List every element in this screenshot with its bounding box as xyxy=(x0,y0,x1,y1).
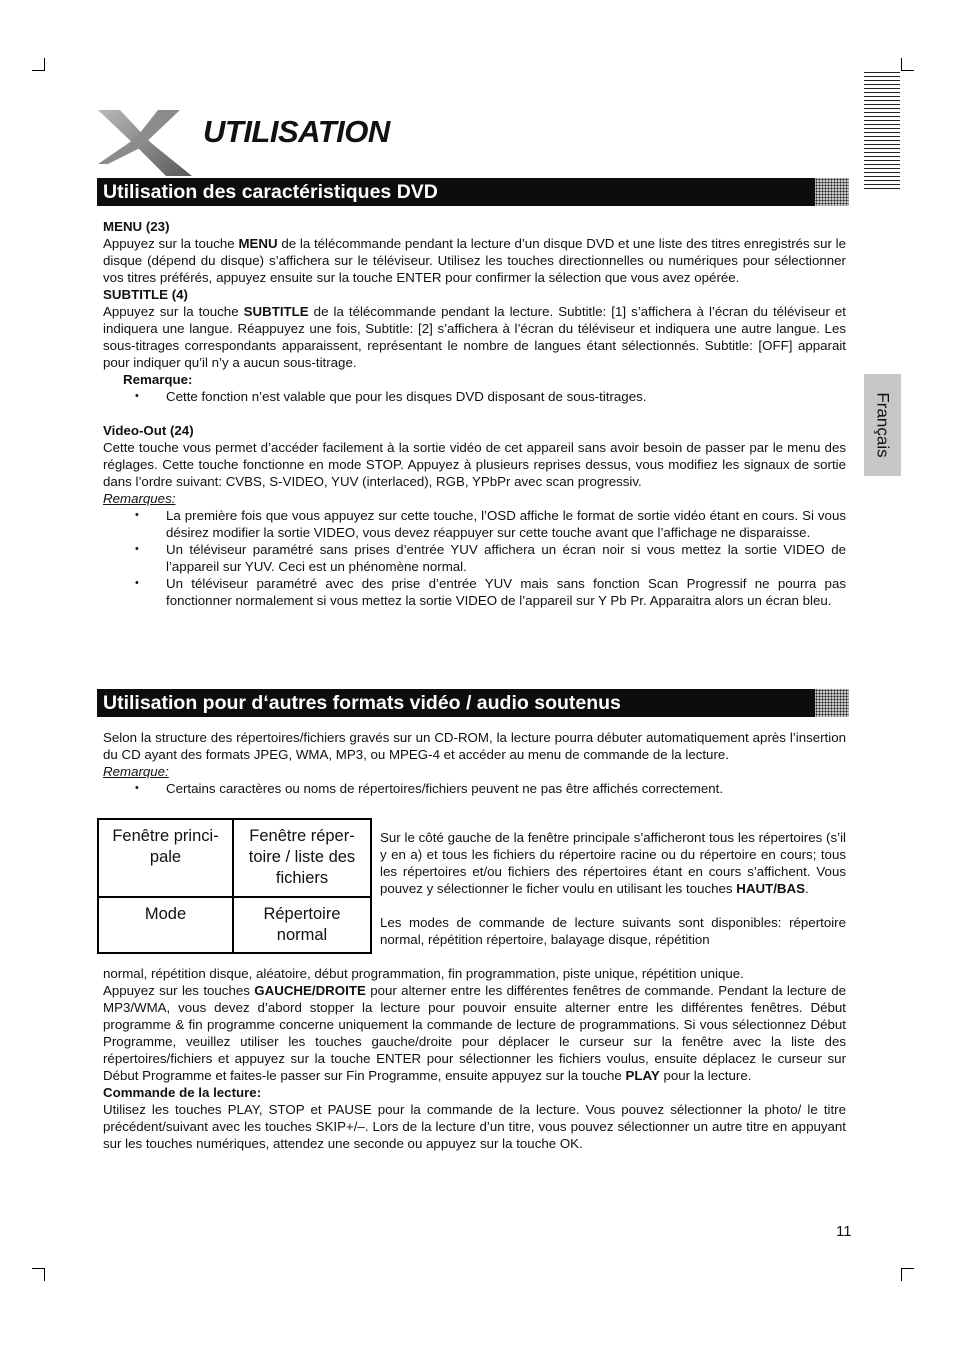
table-cell-main-window: Fenêtre princi-pale xyxy=(98,819,233,897)
dot-pattern-decoration xyxy=(815,689,849,717)
x-logo-icon xyxy=(96,108,196,178)
videoout-remark-list xyxy=(103,507,846,609)
formats-intro: Selon la structure des répertoires/fichiers gravés sur un CD-ROM, la lecture pourra débuter automatiquement après l’insertion du CD ayant des formats JPEG, WMA, MP3, ou MPEG-4 et accéder au menu de commande de la lecture. xyxy=(103,730,846,762)
section-heading-text: Utilisation pour d‘autres formats vidéo / audio soutenus xyxy=(103,692,621,714)
crop-mark-bottom-right xyxy=(901,1268,902,1281)
table-side-text xyxy=(380,829,846,948)
crop-mark-top-right xyxy=(901,70,914,71)
navigation-paragraph: Appuyez sur les touches GAUCHE/DROITE pour alterner entre les différentes fenêtres de commande. Pendant la lecture de MP3/WMA, vous devez d’abord stopper la lecture pour pouvoir ensuite alterner entre les différentes fenêtres. Début programme & fin programme concerne uniquement la commande de lecture de programmations. Si vous sélectionnez Début Programme, veuillez utiliser les touches gauche/droite pour déplacer le curseur sur la fenêtre avec la liste des répertoires/fichiers et appuyez sur la touche ENTER pour sélectionner les fichiers voulus, ensuite déplacez le curseur sur Début Programme et faites-le passer sur Fin Programme, ensuite appuyez sur la touche PLAY pour la lecture. xyxy=(103,983,846,1083)
list-item: • Un téléviseur paramétré avec des prise d’entrée YUV mais sans fonction Scan Progressif ne pourra pas fonctionner normalement si vous mettez la sortie VIDEO de l’appareil sur Y Pb Pr. Apparaitra alors un écran bleu. xyxy=(103,575,846,609)
crop-mark-bottom-left xyxy=(44,1268,45,1281)
section-heading-formats xyxy=(97,689,849,717)
decorative-stripes xyxy=(864,72,900,190)
table-cell-mode: Mode xyxy=(98,897,233,953)
menu-label: MENU (23) xyxy=(103,219,170,234)
language-tab-label: Français xyxy=(873,392,892,458)
subtitle-remark-label: Remarque: xyxy=(123,372,193,387)
command-paragraph: Utilisez les touches PLAY, STOP et PAUSE pour la commande de la lecture. Vous pouvez sélectionner la photo/ le titre précédent/suivant avec les touches SKIP+/–. Lors de la lecture d’un titre, vous pouvez sélectionner un autre titre en appuyant sur les touches numériques, attendez une seconde ou appuyez sur la touche OK. xyxy=(103,1102,846,1151)
command-label: Commande de la lecture: xyxy=(103,1085,262,1100)
page-title: UTILISATION xyxy=(203,114,390,149)
subtitle-paragraph: Appuyez sur la touche SUBTITLE de la télécommande pendant la lecture. Subtitle: [1] s’affichera à l’écran du téléviseur et indiquera une langue. Réappuyez une fois, Subtitle: [2] s’affichera à l’écran du téléviseur et indiquera une autre langue. Les sous-titrages correspondants apparaissent, représentant le nombre de langues étant sélectionnés. Subtitle: [OFF] apparait pour indiquer qu’il n’y a aucun sous-titrage. xyxy=(103,304,846,370)
section-formats-body xyxy=(103,729,846,797)
formats-remark-label: Remarque: xyxy=(103,764,169,779)
dot-pattern-decoration xyxy=(815,178,849,206)
table-cell-normal-directory: Répertoire normal xyxy=(233,897,371,953)
page-number: 11 xyxy=(836,1223,852,1240)
crop-mark-top-left xyxy=(32,70,45,71)
list-item: • Cette fonction n’est valable que pour les disques DVD disposant de sous-titrages. xyxy=(103,388,846,405)
subtitle-remark-list xyxy=(103,388,846,405)
formats-remark-list xyxy=(103,780,846,797)
section-dvd-body xyxy=(103,218,846,609)
section-heading-text: Utilisation des caractéristiques DVD xyxy=(103,181,438,203)
videoout-paragraph: Cette touche vous permet d’accéder facilement à la sortie vidéo de cet appareil sans avoir besoin de passer par le menu des réglages. Cette touche fonctionne en mode STOP. Appuyez à plusieurs reprises dessus, vous modifiez les signaux de sortie dans l’ordre suivant: CVBS, S-VIDEO, YUV (interlaced), RGB, YPbPr avec scan progressiv. xyxy=(103,440,846,489)
side-paragraph-2: Les modes de commande de lecture suivants sont disponibles: répertoire normal, répétition répertoire, balayage disque, répétition xyxy=(380,915,846,947)
list-item: • Certains caractères ou noms de répertoires/fichiers peuvent ne pas être affichés correctement. xyxy=(103,780,846,797)
subtitle-label: SUBTITLE (4) xyxy=(103,287,188,302)
list-item: • Un téléviseur paramétré sans prises d’entrée YUV affichera un écran noir si vous mettez la sortie VIDEO de l’appareil sur YUV. Ceci est un phénomène normal. xyxy=(103,541,846,575)
section-heading-dvd xyxy=(97,178,849,206)
crop-mark-bottom-right xyxy=(901,1268,914,1269)
modes-paragraph-end: normal, répétition disque, aléatoire, début programmation, fin programmation, piste unique, répétition unique. xyxy=(103,966,744,981)
list-item: • La première fois que vous appuyez sur cette touche, l’OSD affiche le format de sortie vidéo étant en cours. Si vous désirez modifier la sortie VIDEO, vous devez réappuyer sur cette touche avant que l’affichage ne disparaisse. xyxy=(103,507,846,541)
menu-paragraph: Appuyez sur la touche MENU de la télécommande pendant la lecture d’un disque DVD et une liste des titres enregistrés sur le disque (dépend du disque) s’affichera sur le téléviseur. Utilisez les touches directionnelles ou numériques pour sélectionner vos titres préférés, appuyez ensuite sur la touche ENTER pour confirmer la sélection que vous avez opérée. xyxy=(103,236,846,285)
language-tab xyxy=(864,374,901,476)
videoout-label: Video-Out (24) xyxy=(103,423,194,438)
window-mode-table xyxy=(97,818,372,954)
side-paragraph-1: Sur le côté gauche de la fenêtre principale s’afficheront tous les répertoires (s’il y en a) et tous les fichiers du répertoire racine ou du répertoire en cours; tous les répertoires et/ou fichiers des répertoires étant en cours s’affichent. Vous pouvez y sélectionner le ficher voulu en utilisant les touches HAUT/BAS. xyxy=(380,830,846,896)
section-formats-continued xyxy=(103,965,846,1152)
table-cell-directory-window: Fenêtre réper-toire / liste des fichiers xyxy=(233,819,371,897)
videoout-remarks-label: Remarques: xyxy=(103,491,176,506)
